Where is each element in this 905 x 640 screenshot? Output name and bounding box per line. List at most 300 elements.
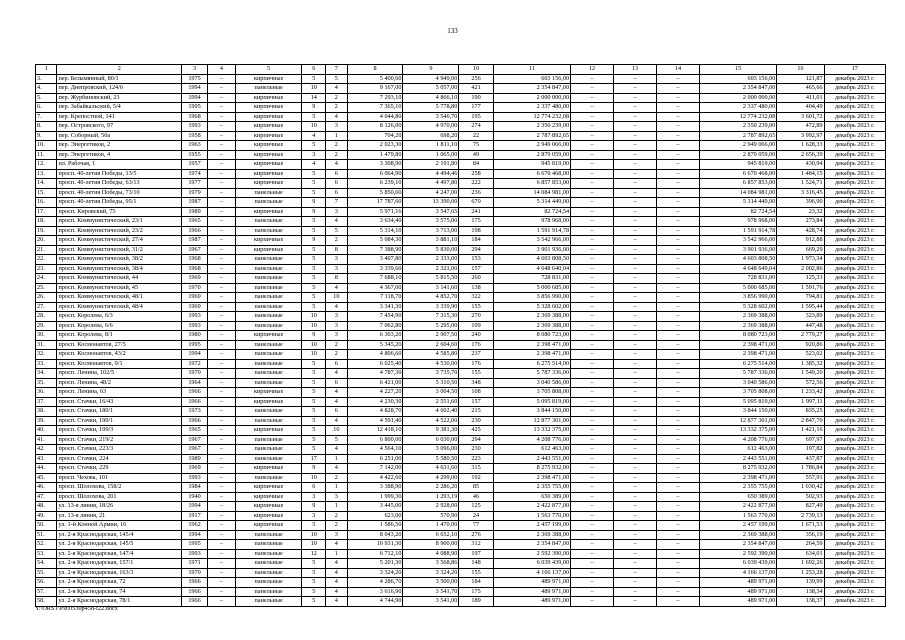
table-cell: 46 <box>459 492 493 502</box>
table-cell: 157 <box>459 397 493 407</box>
table-cell: – <box>571 112 614 122</box>
table-cell: 5 <box>326 435 347 445</box>
table-cell: 650 389,00 <box>493 492 570 502</box>
table-cell: 2 023,30 <box>347 141 403 151</box>
table-cell: 4. <box>36 84 57 94</box>
table-cell: кирпичные <box>235 397 302 407</box>
table-cell: декабрь 2023 г. <box>824 540 885 550</box>
table-cell: пер. Соборный, 50а <box>57 131 182 141</box>
table-cell: 2 350 239,00 <box>493 122 570 132</box>
table-cell: просп. Стачки, 190/1 <box>57 416 182 426</box>
table-cell: 5 <box>302 293 326 303</box>
table-cell: 1966 <box>182 397 208 407</box>
table-cell: – <box>571 578 614 588</box>
table-cell: 51. <box>36 530 57 540</box>
table-cell: – <box>657 255 700 265</box>
table-cell: 1969 <box>182 464 208 474</box>
table-cell: 3 705 808,00 <box>699 388 776 398</box>
table-cell: 1 811,10 <box>403 141 459 151</box>
table-row <box>36 568 886 578</box>
table-cell: 9 <box>302 502 326 512</box>
table-cell: 192 <box>459 473 493 483</box>
table-cell: 256 <box>459 74 493 84</box>
table-cell: декабрь 2023 г. <box>824 150 885 160</box>
table-cell: 945 819,00 <box>493 160 570 170</box>
table-cell: панельные <box>235 283 302 293</box>
table-cell: 4 208 776,00 <box>699 435 776 445</box>
table-cell: 138 <box>459 283 493 293</box>
table-cell: панельные <box>235 578 302 588</box>
table-cell: – <box>207 426 235 436</box>
table-cell: 2 354 847,00 <box>493 84 570 94</box>
table-cell: 2 354 847,00 <box>493 540 570 550</box>
table-cell: 1984 <box>182 483 208 493</box>
table-cell: – <box>614 530 657 540</box>
table-cell: – <box>207 293 235 303</box>
table-cell: 1993 <box>182 122 208 132</box>
table-cell: – <box>207 217 235 227</box>
table-cell: 176 <box>459 340 493 350</box>
table-cell: 2 355 755,00 <box>699 483 776 493</box>
table-cell: 4 088,90 <box>403 549 459 559</box>
table-cell: 5 <box>302 578 326 588</box>
table-cell: 1970 <box>182 283 208 293</box>
table-cell: 10 931,30 <box>347 540 403 550</box>
table-cell: 2 002,86 <box>777 264 824 274</box>
table-cell: 7 388,90 <box>347 245 403 255</box>
table-cell: 5 000 685,00 <box>699 283 776 293</box>
table-cell: – <box>614 226 657 236</box>
table-cell: 13 332 375,00 <box>699 426 776 436</box>
table-cell: 572,56 <box>777 378 824 388</box>
table-row <box>36 255 886 265</box>
table-cell: 4 286,70 <box>347 578 403 588</box>
table-cell: 4 603 808,50 <box>699 255 776 265</box>
table-cell: – <box>657 141 700 151</box>
table-cell: просп. 40-летия Победы, 95/1 <box>57 198 182 208</box>
table-cell: пер. Забайкальский, 5/4 <box>57 103 182 113</box>
table-cell: панельные <box>235 84 302 94</box>
column-header: 6 <box>302 65 326 75</box>
table-cell: 30. <box>36 331 57 341</box>
table-cell: 15. <box>36 188 57 198</box>
table-cell: 50. <box>36 521 57 531</box>
table-cell: 14 084 981,00 <box>699 188 776 198</box>
table-cell: декабрь 2023 г. <box>824 321 885 331</box>
table-cell: 274 <box>459 122 493 132</box>
table-cell: 47. <box>36 492 57 502</box>
table-cell: 222 <box>459 179 493 189</box>
table-cell: 5 <box>302 407 326 417</box>
table-cell: – <box>207 321 235 331</box>
table-cell: 5 <box>302 74 326 84</box>
table-cell: 5 <box>302 435 326 445</box>
table-cell: 5 <box>302 169 326 179</box>
table-cell: 1958 <box>182 131 208 141</box>
table-cell: – <box>657 445 700 455</box>
table-cell: 241 <box>459 207 493 217</box>
table-cell: 4 648 640,04 <box>493 264 570 274</box>
table-cell: 189 <box>459 597 493 607</box>
table-cell: 11. <box>36 150 57 160</box>
table-cell: 2 369 388,00 <box>699 312 776 322</box>
table-cell: ул. 2-я Краснодарская, 147/4 <box>57 549 182 559</box>
table-cell: 19. <box>36 226 57 236</box>
table-cell: – <box>614 236 657 246</box>
table-cell: – <box>571 473 614 483</box>
table-cell: кирпичные <box>235 93 302 103</box>
table-cell: 6 800,00 <box>347 435 403 445</box>
table-cell: 240 <box>459 331 493 341</box>
table-cell: 411,01 <box>777 93 824 103</box>
table-cell: панельные <box>235 302 302 312</box>
table-cell: 4 970,00 <box>403 122 459 132</box>
table-cell: 10 <box>302 473 326 483</box>
table-cell: 4 <box>326 283 347 293</box>
table-cell: 197 <box>459 549 493 559</box>
table-cell: пл. Рабочая, 1 <box>57 160 182 170</box>
table-cell: 437,87 <box>777 454 824 464</box>
table-cell: 6 303,20 <box>347 331 403 341</box>
table-cell: – <box>614 511 657 521</box>
table-cell: кирпичные <box>235 245 302 255</box>
table-cell: – <box>207 416 235 426</box>
table-cell: 472,89 <box>777 122 824 132</box>
table-row <box>36 435 886 445</box>
table-cell: декабрь 2023 г. <box>824 350 885 360</box>
table-cell: – <box>207 540 235 550</box>
table-cell: – <box>657 578 700 588</box>
table-cell: 1 <box>326 549 347 559</box>
table-cell: – <box>207 179 235 189</box>
table-cell: декабрь 2023 г. <box>824 93 885 103</box>
table-cell: кирпичные <box>235 131 302 141</box>
table-cell: – <box>207 283 235 293</box>
table-cell: 138,37 <box>777 597 824 607</box>
table-cell: декабрь 2023 г. <box>824 84 885 94</box>
table-cell: 7. <box>36 112 57 122</box>
table-cell: 223 <box>459 454 493 464</box>
table-cell: 5 <box>302 141 326 151</box>
table-row <box>36 236 886 246</box>
table-cell: 6 <box>326 378 347 388</box>
table-cell: – <box>571 74 614 84</box>
table-cell: 29. <box>36 321 57 331</box>
table-cell: декабрь 2023 г. <box>824 530 885 540</box>
table-cell: – <box>614 340 657 350</box>
table-cell: декабрь 2023 г. <box>824 302 885 312</box>
table-cell: 1965 <box>182 217 208 227</box>
table-cell: 10 <box>302 340 326 350</box>
table-cell: декабрь 2023 г. <box>824 473 885 483</box>
table-cell: 10 <box>302 540 326 550</box>
table-row <box>36 150 886 160</box>
table-cell: – <box>571 435 614 445</box>
table-cell: кирпичные <box>235 103 302 113</box>
table-cell: 4 806,60 <box>347 350 403 360</box>
table-cell: – <box>614 198 657 208</box>
table-cell: 920,86 <box>777 340 824 350</box>
table-cell: 1 <box>326 454 347 464</box>
table-cell: 7 293,10 <box>347 93 403 103</box>
table-cell: 9 167,00 <box>347 84 403 94</box>
table-cell: – <box>657 198 700 208</box>
table-cell: – <box>657 74 700 84</box>
table-cell: 5 314,10 <box>347 226 403 236</box>
table-cell: – <box>614 587 657 597</box>
table-cell: 6 239,10 <box>347 179 403 189</box>
table-cell: 1989 <box>182 207 208 217</box>
table-cell: 2 354 847,00 <box>699 84 776 94</box>
table-cell: 1 524,71 <box>777 179 824 189</box>
table-cell: – <box>571 464 614 474</box>
table-cell: 4 591,40 <box>347 416 403 426</box>
table-cell: – <box>657 150 700 160</box>
table-cell: 49 <box>459 150 493 160</box>
table-cell: 184 <box>459 236 493 246</box>
table-cell: просп. Королева, 8/1 <box>57 331 182 341</box>
table-cell: декабрь 2023 г. <box>824 359 885 369</box>
table-cell: 8 043,20 <box>347 530 403 540</box>
table-cell: 3 <box>326 264 347 274</box>
table-cell: 2 <box>326 521 347 531</box>
table-cell: – <box>657 236 700 246</box>
table-cell: – <box>207 350 235 360</box>
table-cell: – <box>207 435 235 445</box>
table-cell: 6 712,10 <box>347 549 403 559</box>
table-cell: 17 <box>302 454 326 464</box>
table-cell: декабрь 2023 г. <box>824 217 885 227</box>
table-cell: 1 065,00 <box>403 150 459 160</box>
table-cell: 4 603 808,50 <box>493 255 570 265</box>
table-row <box>36 274 886 284</box>
table-cell: 3 844 150,00 <box>493 407 570 417</box>
table-cell: 5 815,50 <box>403 274 459 284</box>
table-cell: 5 <box>302 226 326 236</box>
table-cell: 5 <box>302 217 326 227</box>
table-cell: 5 787 336,00 <box>699 369 776 379</box>
table-cell: – <box>207 236 235 246</box>
table-cell: 465,66 <box>777 84 824 94</box>
table-cell: – <box>614 245 657 255</box>
table-row <box>36 331 886 341</box>
table-cell: 3 634,40 <box>347 217 403 227</box>
table-cell: 4 <box>326 597 347 607</box>
table-cell: – <box>571 302 614 312</box>
table-cell: декабрь 2023 г. <box>824 568 885 578</box>
table-cell: ул. 13-я линия, 21 <box>57 511 182 521</box>
table-cell: 1966 <box>182 587 208 597</box>
table-cell: 945 819,00 <box>699 160 776 170</box>
table-cell: 237 <box>459 350 493 360</box>
table-cell: 2 949 066,00 <box>493 141 570 151</box>
table-cell: – <box>657 112 700 122</box>
table-cell: 58. <box>36 597 57 607</box>
table-cell: панельные <box>235 530 302 540</box>
table-cell: – <box>657 473 700 483</box>
table-cell: 37. <box>36 397 57 407</box>
table-cell: декабрь 2023 г. <box>824 340 885 350</box>
table-cell: – <box>614 321 657 331</box>
table-cell: – <box>614 131 657 141</box>
table-row <box>36 141 886 151</box>
table-cell: кирпичные <box>235 112 302 122</box>
table-cell: просп. Стачки, 199/3 <box>57 426 182 436</box>
table-cell: 6 039 439,00 <box>699 559 776 569</box>
table-cell: – <box>571 530 614 540</box>
table-cell: – <box>657 435 700 445</box>
table-cell: 12 774 232,08 <box>699 112 776 122</box>
table-cell: 197,82 <box>777 445 824 455</box>
table-cell: 17. <box>36 207 57 217</box>
table-cell: 3 844 150,00 <box>699 407 776 417</box>
table-cell: 4 <box>326 217 347 227</box>
table-cell: 669,29 <box>777 245 824 255</box>
table-cell: 4 230,30 <box>347 397 403 407</box>
table-cell: 2 <box>326 141 347 151</box>
table-row <box>36 312 886 322</box>
table-cell: 22 <box>459 131 493 141</box>
table-cell: декабрь 2023 г. <box>824 198 885 208</box>
table-cell: 1966 <box>182 226 208 236</box>
table-cell: 570,90 <box>403 511 459 521</box>
table-cell: 56. <box>36 578 57 588</box>
table-cell: 3 616,90 <box>347 587 403 597</box>
table-row <box>36 540 886 550</box>
table-cell: – <box>571 511 614 521</box>
table-cell: 49. <box>36 511 57 521</box>
table-cell: – <box>614 74 657 84</box>
table-cell: 39. <box>36 416 57 426</box>
table-cell: – <box>614 93 657 103</box>
table-cell: 10. <box>36 141 57 151</box>
table-cell: 4 631,60 <box>403 464 459 474</box>
table-cell: 1 591 914,78 <box>699 226 776 236</box>
table-cell: 155 <box>459 302 493 312</box>
table-cell: кирпичные <box>235 483 302 493</box>
table-cell: 6 039 439,00 <box>493 559 570 569</box>
table-cell: 46. <box>36 483 57 493</box>
table-cell: 3 <box>326 321 347 331</box>
table-cell: – <box>657 226 700 236</box>
table-cell: – <box>657 122 700 132</box>
table-cell: 9 <box>302 236 326 246</box>
table-cell: панельные <box>235 407 302 417</box>
table-cell: 4 522,00 <box>403 416 459 426</box>
table-cell: – <box>614 207 657 217</box>
table-cell: 55. <box>36 568 57 578</box>
table-cell: 264,59 <box>777 540 824 550</box>
table-cell: ул. 2-я Краснодарская, 145/5 <box>57 540 182 550</box>
table-cell: 3 901 936,00 <box>699 245 776 255</box>
table-cell: 3 500,00 <box>403 578 459 588</box>
table-cell: – <box>571 587 614 597</box>
table-cell: декабрь 2023 г. <box>824 131 885 141</box>
table-cell: 5 295,00 <box>403 321 459 331</box>
table-cell: 5 <box>302 587 326 597</box>
table-cell: 4 422,60 <box>347 473 403 483</box>
table-cell: 12 774 232,08 <box>493 112 570 122</box>
table-cell: декабрь 2023 г. <box>824 416 885 426</box>
header-row <box>36 65 886 75</box>
table-cell: – <box>571 141 614 151</box>
table-cell: декабрь 2023 г. <box>824 74 885 84</box>
table-cell: 4 166 137,00 <box>699 568 776 578</box>
table-row <box>36 416 886 426</box>
table-row <box>36 302 886 312</box>
table-cell: 5 <box>302 302 326 312</box>
table-cell: 2 398 471,00 <box>493 350 570 360</box>
table-cell: – <box>657 264 700 274</box>
table-cell: – <box>614 568 657 578</box>
table-cell: 5 <box>302 597 326 607</box>
table-cell: 8 <box>326 245 347 255</box>
table-cell: 4 <box>326 302 347 312</box>
table-cell: декабрь 2023 г. <box>824 578 885 588</box>
table-cell: 33. <box>36 359 57 369</box>
table-cell: 3 <box>326 492 347 502</box>
table-cell: 23. <box>36 264 57 274</box>
table-cell: 24. <box>36 274 57 284</box>
table-cell: – <box>207 331 235 341</box>
table-cell: – <box>614 369 657 379</box>
table-cell: 294 <box>459 435 493 445</box>
table-cell: 1955 <box>182 150 208 160</box>
table-cell: 5 000 685,00 <box>493 283 570 293</box>
table-cell: декабрь 2023 г. <box>824 264 885 274</box>
table-cell: 1 586,50 <box>347 521 403 531</box>
table-cell: декабрь 2023 г. <box>824 293 885 303</box>
table-cell: просп. Коммунистический, 38/4 <box>57 264 182 274</box>
table-cell: кирпичные <box>235 179 302 189</box>
table-cell: 1969 <box>182 274 208 284</box>
table-cell: 6 670 468,00 <box>493 169 570 179</box>
table-cell: 3 856 990,00 <box>699 293 776 303</box>
table-cell: 5 <box>302 245 326 255</box>
table-cell: 5 580,50 <box>403 454 459 464</box>
table-cell: ул. 2-я Краснодарская, 163/3 <box>57 568 182 578</box>
table-row <box>36 530 886 540</box>
table-cell: 835,25 <box>777 407 824 417</box>
table-cell: 1 999,30 <box>347 492 403 502</box>
table-cell: 5 <box>302 179 326 189</box>
table-cell: – <box>207 445 235 455</box>
table-cell: 4 299,00 <box>403 473 459 483</box>
table-cell: 260 <box>459 274 493 284</box>
table-cell: 4 166 137,00 <box>493 568 570 578</box>
table-cell: – <box>614 264 657 274</box>
table-cell: панельные <box>235 359 302 369</box>
table-cell: – <box>657 540 700 550</box>
table-cell: панельные <box>235 293 302 303</box>
table-cell: 77 <box>459 521 493 531</box>
table-cell: – <box>657 283 700 293</box>
table-cell: 5 <box>326 226 347 236</box>
table-cell: 1 030,42 <box>777 483 824 493</box>
table-cell: 2 443 551,00 <box>493 454 570 464</box>
table-cell: просп. Кировский, 75 <box>57 207 182 217</box>
table-cell: 3 881,10 <box>403 236 459 246</box>
table-cell: 2 286,20 <box>403 483 459 493</box>
table-cell: – <box>571 483 614 493</box>
table-cell: 6 030,00 <box>403 435 459 445</box>
table-cell: – <box>657 369 700 379</box>
table-cell: 7 118,70 <box>347 293 403 303</box>
table-cell: 3 040 586,00 <box>493 378 570 388</box>
table-cell: – <box>657 416 700 426</box>
table-row <box>36 549 886 559</box>
table-row <box>36 483 886 493</box>
